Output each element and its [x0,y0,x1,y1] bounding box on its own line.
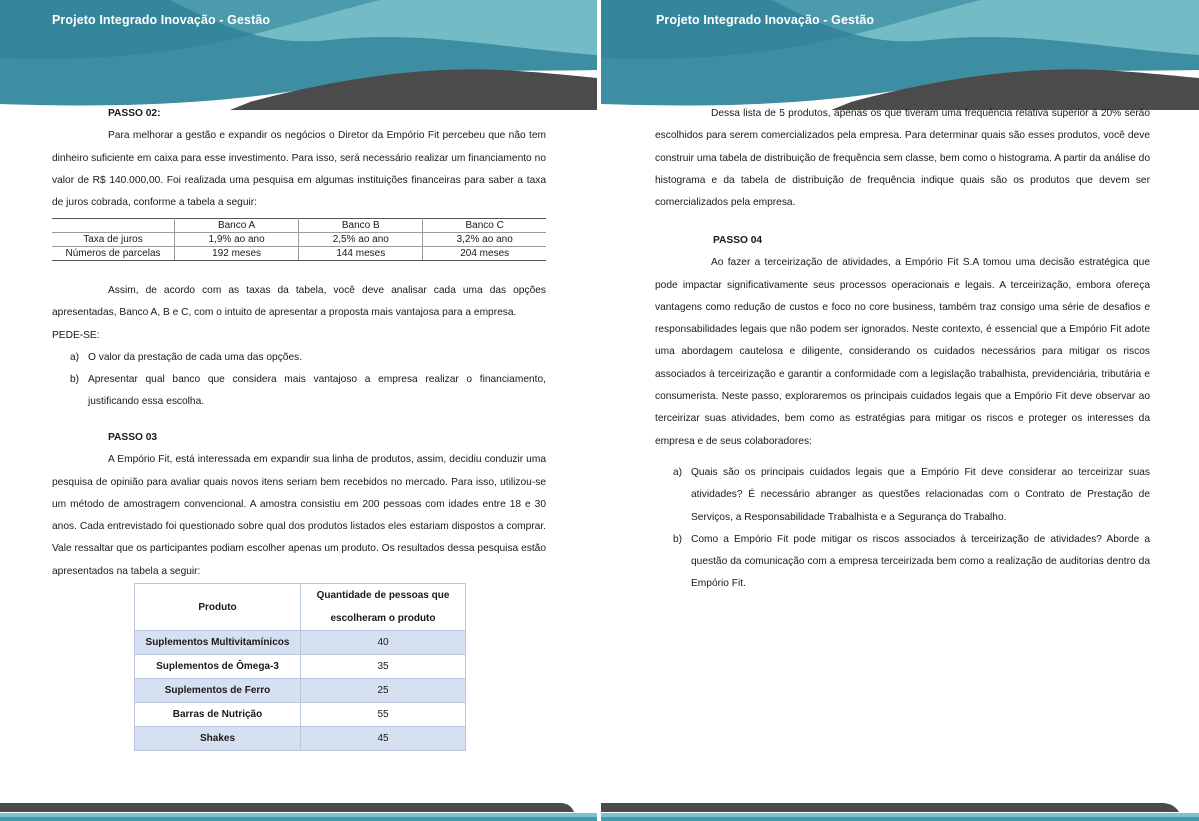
table-row [135,679,466,703]
table-cell: 55 [301,703,466,727]
list-marker: a) [70,351,80,363]
table-header-row [52,219,546,233]
table-header-cell: Produto [135,584,301,631]
passo02-title: PASSO 02: [108,108,161,119]
left-page [0,0,597,821]
table-cell: Taxa de juros [52,233,175,247]
passo02-questions [52,280,546,414]
table-cell: 192 meses [175,247,299,261]
list-item-text: O valor da prestação de cada uma das opções. [88,351,303,363]
table-cell: 1,9% ao ano [175,233,299,247]
table-cell: Números de parcelas [52,247,175,261]
analysis-paragraph: Assim, de acordo com as taxas da tabela, você deve analisar cada uma das opções apresentadas, Banco A, B e C, com o intuito de apresentar a proposta mais vantajosa para a empresa. [52,285,546,319]
list-marker: b) [673,533,683,545]
table-cell: Suplementos Multivitamínicos [135,631,301,655]
header-line: Quantidade de pessoas que [316,590,450,601]
intro-section [655,103,1150,214]
table-cell: Barras de Nutrição [135,703,301,727]
table-cell: Banco C [423,219,546,233]
passo03-paragraph: A Empório Fit, está interessada em expandir sua linha de produtos, assim, decidiu conduzir uma pesquisa de opinião para avaliar quais novos itens seriam bem recebidos no mercado. Para isso, utilizou-se um método de amostragem convencional. A amostra consistiu em 200 pessoas com idades entre 18 e 30 anos. Cada entrevistado foi questionado sobre qual dos produtos listados eles estariam dispostos a comprar. Vale ressaltar que os participantes podiam escolher apenas um produto. Os resultados dessa pesquisa estão apresentados na tabela a seguir: [52,454,546,577]
list-item-text: Apresentar qual banco que considera mais vantajoso a empresa realizar o financiamento, justificando essa escolha. [88,374,546,408]
passo04-questions [655,462,1150,596]
intro-paragraph: Dessa lista de 5 produtos, apenas os que tiveram uma frequência relativa superior à 20% serão escolhidos para serem comercializados pela empresa. Para determinar quais são esses produtos, você deve construir uma tabela de distribuição de frequência sem classe, bem como o histograma. A partir da análise do histograma e da tabela de distribuição de frequência indique quais são os produtos que devem ser comercializados pela empresa. [655,108,1150,209]
table-cell: 45 [301,727,466,751]
table-header-cell [301,584,466,631]
list-item [655,462,1150,529]
passo04-paragraph: Ao fazer a terceirização de atividades, a Empório Fit S.A tomou uma decisão estratégica que pode impactar significativamente seus processos operacionais e legais. A terceirização, embora ofereça vantagens como redução de custos e foco no core business, também traz consigo uma série de desafios e responsabilidades legais que não podem ser ignorados. Neste contexto, é essencial que a Empório Fit adote uma abordagem cautelosa e diligente, considerando os cuidados necessários para mitigar os riscos associados à terceirização e garantir a conformidade com a legislação trabalhista, previdenciária, tributária e consumerista. Neste passo, exploraremos os principais cuidados legais que a Empório Fit deve observar ao terceirizar suas atividades, bem como as estratégias para mitigar os riscos e proteger os interesses da empresa e de seus colaboradores: [655,257,1150,447]
passo03-section [52,427,546,583]
table-cell: Suplementos de Ferro [135,679,301,703]
list-item [52,369,546,414]
list-item-text: Quais são os principais cuidados legais que a Empório Fit deve considerar ao terceirizar suas atividades? É necessário abranger as questões relacionadas com o Contrato de Prestação de Serviços, a Responsabilidade Trabalhista e a Segurança do Trabalho. [691,467,1150,523]
table-row [52,233,546,247]
table-cell: 144 meses [299,247,423,261]
table-row [135,631,466,655]
table-cell: 40 [301,631,466,655]
passo03-title: PASSO 03 [108,432,158,443]
footer-banner [601,791,1199,821]
table-cell [52,219,175,233]
header-title: Projeto Integrado Inovação - Gestão [52,13,271,27]
list-item [655,529,1150,596]
passo02-section [52,103,546,214]
passo02-paragraph: Para melhorar a gestão e expandir os negócios o Diretor da Empório Fit percebeu que não tem dinheiro suficiente em caixa para esse investimento. Para isso, será necessário realizar um financiamento no valor de R$ 140.000,00. Foi realizada uma pesquisa em algumas instituições financeiras para saber a taxa de juros cobrada, conforme a tabela a seguir: [52,130,546,209]
table-cell: 3,2% ao ano [423,233,546,247]
table-cell: 25 [301,679,466,703]
list-marker: a) [673,467,683,478]
table-cell: 2,5% ao ano [299,233,423,247]
table-cell: Banco B [299,219,423,233]
header-line: escolheram o produto [330,613,436,624]
table-cell: Banco A [175,219,299,233]
table-row [135,703,466,727]
passo04-section [655,230,1150,453]
list-marker: b) [70,374,80,386]
table-cell: Shakes [135,727,301,751]
table-row [135,655,466,679]
table-header-row [135,584,466,631]
bank-rates-table [52,218,546,261]
footer-banner [0,791,597,821]
header-title: Projeto Integrado Inovação - Gestão [656,13,875,27]
table-cell: 204 meses [423,247,546,261]
passo02-list [52,347,546,414]
table-row [52,247,546,261]
right-page [601,0,1199,821]
list-item [52,347,546,369]
pede-se-label: PEDE-SE: [52,329,100,341]
list-item-text: Como a Empório Fit pode mitigar os riscos associados à terceirização de atividades? Aborde a questão da comunicação com a empresa terceirizada bem como a realização de auditorias dentro da Empório Fit. [691,533,1150,590]
table-cell: 35 [301,655,466,679]
table-cell: Suplementos de Ômega-3 [135,655,301,679]
passo04-list [655,462,1150,596]
passo04-title: PASSO 04 [713,235,763,246]
product-survey-table [134,583,466,751]
table-row [135,727,466,751]
